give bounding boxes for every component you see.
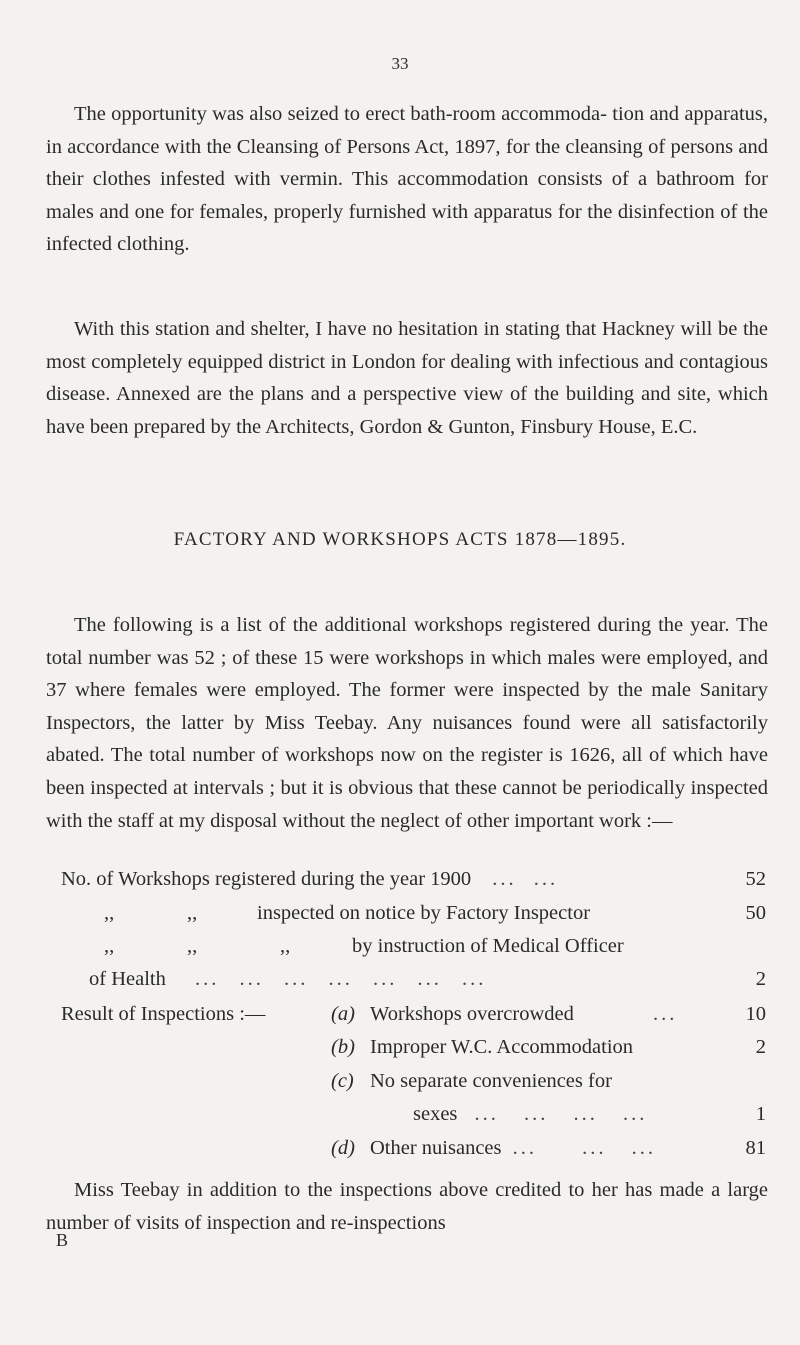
leader-dots: ... xyxy=(492,868,517,890)
leader-dots: ... xyxy=(573,1103,598,1125)
ditto-mark: ,, xyxy=(280,935,291,957)
leader-dots: ... xyxy=(461,968,487,990)
row-value: 50 xyxy=(745,902,766,924)
item-key-b: (b) xyxy=(331,1036,355,1058)
item-key-c: (c) xyxy=(331,1070,354,1092)
item-key-a: (a) xyxy=(331,1003,355,1025)
row-value: 10 xyxy=(745,1003,766,1025)
table-row-registered xyxy=(61,868,558,891)
paragraph-text: The following is a list of the additional workshops registered during the year. The total number was 52 ; of these 15 were workshops in which males were employed, and 37 where females were employed. The former were inspected by the male Sanitary Inspectors, the latter by Miss Teebay. Any nuisances found were all satisfactorily abated. The total number of workshops now on the register is 1626, all of which have been inspected at intervals ; but it is obvious that these cannot be periodically inspected with the staff at my disposal without the neglect of other important work :— xyxy=(46,614,768,832)
table-row-other-nuisances xyxy=(370,1137,656,1160)
paragraph-station-shelter xyxy=(46,313,768,443)
row-label: inspected on notice by Factory Inspector xyxy=(257,902,591,924)
leader-dots: ... xyxy=(623,1103,648,1125)
leader-dots: ... xyxy=(474,1103,499,1125)
leader-dots: ... xyxy=(512,1137,537,1159)
leader-dots: ... xyxy=(631,1137,656,1159)
page-number: 33 xyxy=(391,54,409,73)
table-row-conveniences: No separate conveniences for xyxy=(370,1070,612,1092)
row-value: 1 xyxy=(755,1103,766,1125)
row-label: sexes xyxy=(413,1103,458,1125)
leader-dots: ... xyxy=(582,1137,607,1159)
paragraph-workshops xyxy=(46,609,768,837)
leader-dots: ... xyxy=(283,968,309,990)
ditto-mark: ,, xyxy=(104,902,115,924)
item-key-d: (d) xyxy=(331,1137,355,1159)
row-value: 52 xyxy=(745,868,766,890)
result-label: Result of Inspections :— xyxy=(61,1003,266,1025)
row-label: of Health xyxy=(89,968,166,990)
table-row-inspected-notice xyxy=(104,902,114,925)
paragraph-text: Miss Teebay in addition to the inspections above credited to her has made a large number of visits of inspection and re-inspections xyxy=(46,1179,768,1234)
table-row-improper-wc: Improper W.C. Accommodation xyxy=(370,1036,634,1058)
leader-dots: ... xyxy=(653,1003,678,1025)
ditto-mark: ,, xyxy=(187,902,198,924)
signature-mark: B xyxy=(56,1230,69,1250)
row-value: 81 xyxy=(745,1137,766,1159)
leader-dots: ... xyxy=(417,968,442,990)
leader-dots: ... xyxy=(328,968,353,990)
paragraph-text: With this station and shelter, I have no hesitation in stating that Hackney will be the most completely equipped district in London for dealing with infectious and contagious disease. Annexed are the plans and a perspective view of the building and site, which have been prepared by the Architects, Gordon & Gunton, Finsbury House, E.C. xyxy=(46,318,768,438)
table-row-overcrowded xyxy=(370,1003,677,1026)
table-row-of-health xyxy=(89,968,486,991)
leader-dots: ... xyxy=(239,968,264,990)
ditto-mark: ,, xyxy=(187,935,198,957)
row-value: 2 xyxy=(755,1036,766,1058)
leader-dots: ... xyxy=(194,968,220,990)
section-heading: FACTORY AND WORKSHOPS ACTS 1878—1895. xyxy=(173,529,627,550)
row-label: No. of Workshops registered during the year 1900 xyxy=(61,868,472,890)
paragraph-miss-teebay xyxy=(46,1174,768,1239)
row-label: Workshops overcrowded xyxy=(370,1003,574,1025)
leader-dots: ... xyxy=(533,868,559,890)
row-value: 2 xyxy=(755,968,766,990)
row-label: by instruction of Medical Officer xyxy=(352,935,624,957)
paragraph-bath-room xyxy=(46,98,768,261)
row-label: Other nuisances xyxy=(370,1137,502,1159)
leader-dots: ... xyxy=(524,1103,549,1125)
table-row-sexes xyxy=(413,1103,647,1126)
paragraph-text: The opportunity was also seized to erect bath-room accommoda- tion and apparatus, in accordance with the Cleansing of Persons Act, 1897, for the cleansing of persons and their clothes infested with vermin. This accommodation consists of a bathroom for males and one for females, properly furnished with apparatus for the disinfection of the infected clothing. xyxy=(46,103,768,256)
ditto-mark: ,, xyxy=(104,935,115,957)
leader-dots: ... xyxy=(372,968,398,990)
